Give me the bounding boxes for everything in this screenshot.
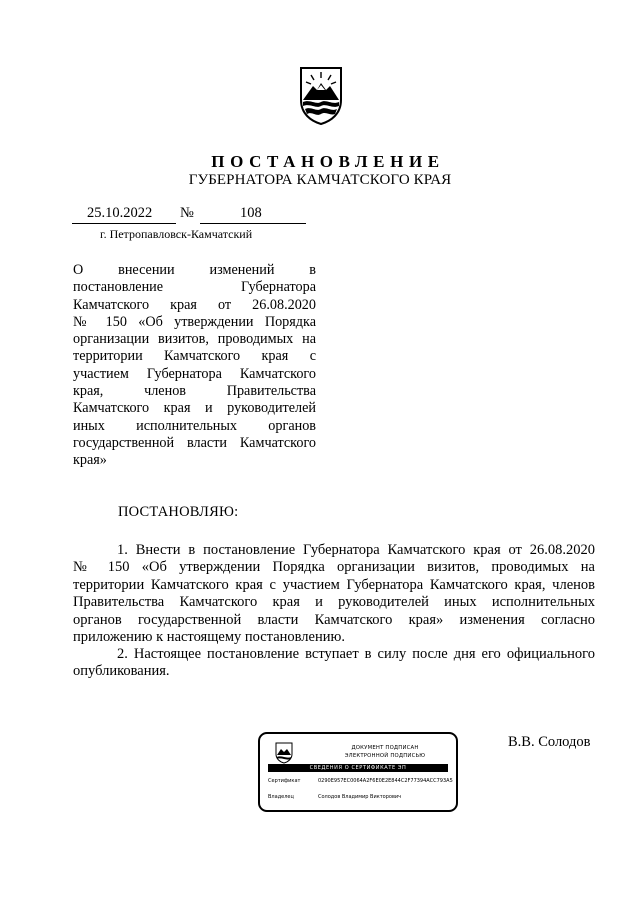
date-underline: [72, 223, 176, 224]
stamp-emblem-icon: [274, 742, 294, 764]
stamp-owner-key: Владелец: [268, 794, 294, 800]
stamp-cert-key: Сертификат: [268, 778, 301, 784]
stamp-cert-value: 0290E957EC0064A2F6E0E2E844C2F77394ACC793A5: [318, 778, 453, 784]
date-number-row: [72, 205, 306, 225]
subject-line: постановление Губернатора: [73, 279, 316, 296]
paragraph-2: [73, 646, 595, 681]
subject-line: Камчатского края от 26.08.2020: [73, 296, 316, 313]
document-number: 108: [240, 205, 262, 221]
paragraph-1: [73, 542, 595, 646]
stamp-heading: [320, 744, 450, 760]
e-signature-stamp: [258, 732, 458, 812]
document-city: г. Петропавловск-Камчатский: [100, 227, 253, 241]
stamp-certificate-row: [268, 778, 452, 785]
subject-line: государственной власти Камчатского: [73, 434, 316, 451]
stamp-heading-line: ЭЛЕКТРОННОЙ ПОДПИСЬЮ: [344, 753, 426, 759]
kamchatka-emblem-icon: [298, 66, 344, 126]
paragraph-line: опубликования.: [73, 663, 170, 680]
paragraph-line: 1. Внести в постановление Губернатора Камчатского края от 26.08.2020: [117, 542, 595, 558]
document-issuer: ГУБЕРНАТОРА КАМЧАТСКОГО КРАЯ: [188, 172, 452, 188]
document-title: ПОСТАНОВЛЕНИЕ: [211, 152, 445, 171]
paragraph-line: Правительства Камчатского края и руководителей иных исполнительных: [73, 594, 595, 611]
paragraph-line: 2. Настоящее постановление вступает в силу после дня его официального: [117, 646, 595, 662]
subject-line: края»: [73, 452, 107, 469]
subject-line: края, членов Правительства: [73, 383, 316, 400]
signer-name: В.В. Солодов: [508, 734, 591, 750]
paragraph-line: приложению к настоящему постановлению.: [73, 629, 345, 646]
subject-line: иных исполнительных органов: [73, 417, 316, 434]
stamp-owner-value: Солодов Владимир Викторович: [318, 794, 402, 800]
number-underline: [200, 223, 306, 224]
paragraph-line: территории Камчатского края с участием Губернатора Камчатского края, членов: [73, 576, 595, 593]
subject-line: территории Камчатского края с: [73, 348, 316, 365]
stamp-owner-row: [268, 794, 452, 801]
subject-line: участием Губернатора Камчатского: [73, 365, 316, 382]
subject-line: Камчатского края и руководителей: [73, 400, 316, 417]
document-date: 25.10.2022: [87, 205, 153, 221]
document-subject: [73, 262, 316, 470]
subject-line: О внесении изменений в: [73, 262, 316, 278]
stamp-heading-line: ДОКУМЕНТ ПОДПИСАН: [351, 745, 419, 751]
paragraph-line: органов государственной власти Камчатского края» изменения согласно: [73, 611, 595, 628]
resolve-word: ПОСТАНОВЛЯЮ:: [118, 504, 239, 520]
paragraph-line: № 150 «Об утверждении Порядка организации визитов, проводимых на: [73, 559, 595, 576]
stamp-certificate-bar: СВЕДЕНИЯ О СЕРТИФИКАТЕ ЭП: [268, 764, 448, 772]
subject-line: № 150 «Об утверждении Порядка: [73, 313, 316, 330]
subject-line: организации визитов, проводимых на: [73, 331, 316, 348]
number-sign: №: [180, 205, 194, 221]
